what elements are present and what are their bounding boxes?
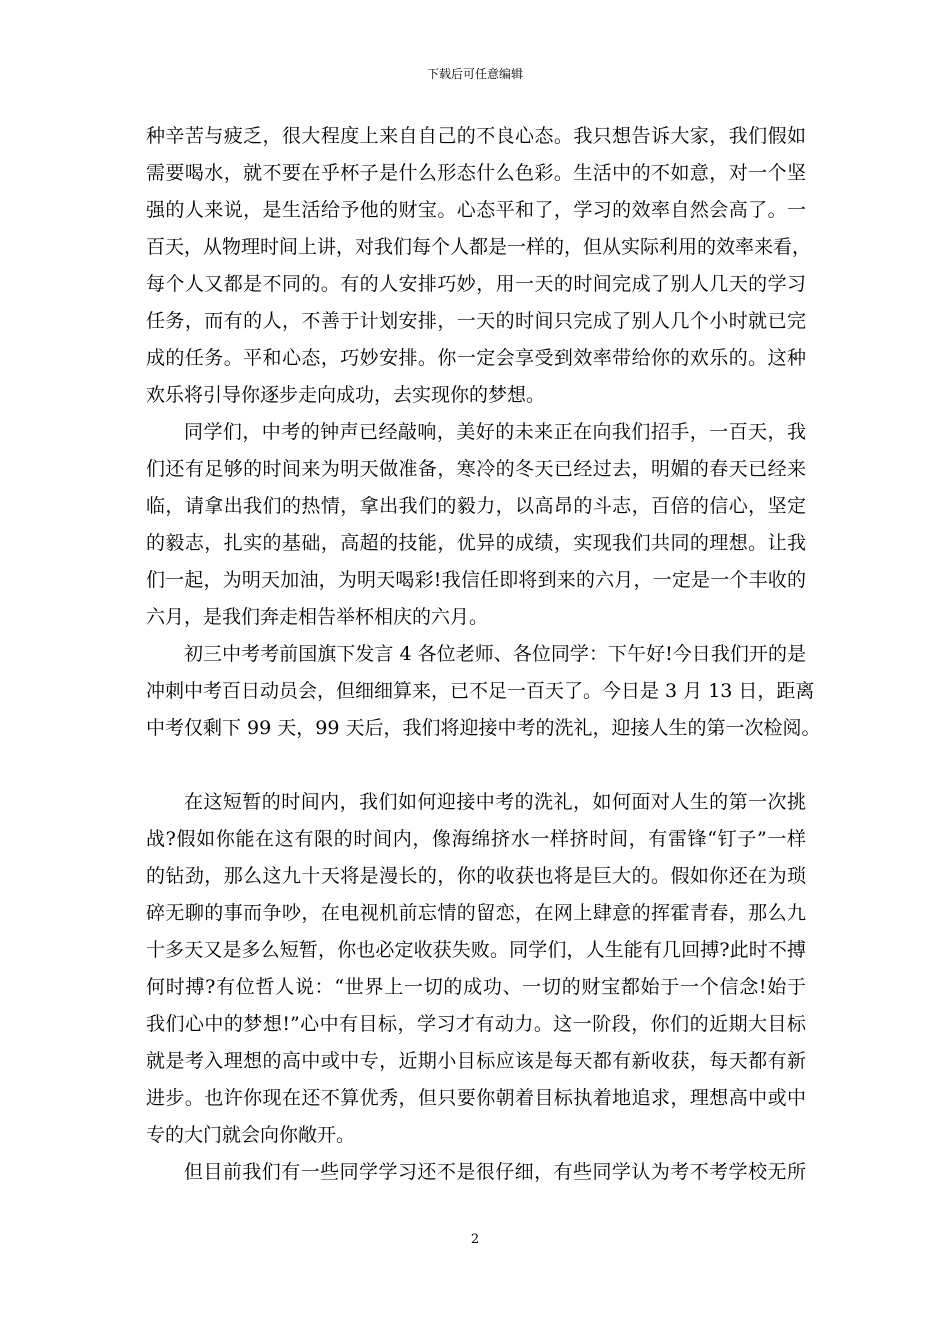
paragraph xyxy=(146,118,812,414)
text-line: 成的任务。平和心态，巧妙安排。你一定会享受到效率带给你的欢乐的。这种 xyxy=(146,347,806,369)
paragraph-spacer xyxy=(146,747,806,784)
text-line: 百天，从物理时间上讲，对我们每个人都是一样的，但从实际利用的效率来看， xyxy=(146,236,812,258)
text-line: 同学们，中考的钟声已经敲响，美好的未来正在向我们招手，一百天，我 xyxy=(184,421,806,443)
paragraph xyxy=(146,414,806,636)
text-line: 们还有足够的时间来为明天做准备，寒冷的冬天已经过去，明媚的春天已经来 xyxy=(146,458,806,480)
text-line: 碎无聊的事而争吵，在电视机前忘情的留恋，在网上肆意的挥霍青春，那么九 xyxy=(146,902,806,924)
text-line: 们一起，为明天加油，为明天喝彩!我信任即将到来的六月，一定是一个丰收的 xyxy=(146,569,806,591)
page-number: 2 xyxy=(470,1232,480,1247)
text-line: 冲刺中考百日动员会，但细细算来，已不足一百天了。今日是 3 月 13 日，距离 xyxy=(146,680,815,702)
text-line: 任务，而有的人，不善于计划安排，一天的时间只完成了别人几个小时就已完 xyxy=(146,310,806,332)
text-line: 在这短暂的时间内，我们如何迎接中考的洗礼，如何面对人生的第一次挑 xyxy=(184,791,806,813)
text-line: 但目前我们有一些同学学习还不是很仔细，有些同学认为考不考学校无所 xyxy=(184,1161,806,1183)
text-line: 中考仅剩下 99 天，99 天后，我们将迎接中考的洗礼，迎接人生的第一次检阅。 xyxy=(146,717,821,739)
text-line: 种辛苦与疲乏，很大程度上来自自己的不良心态。我只想告诉大家，我们假如 xyxy=(146,125,806,147)
text-line: 的钻劲，那么这九十天将是漫长的，你的收获也将是巨大的。假如你还在为琐 xyxy=(146,865,806,887)
text-line: 每个人又都是不同的。有的人安排巧妙，用一天的时间完成了别人几天的学习 xyxy=(146,273,806,295)
text-line: 初三中考考前国旗下发言 4 各位老师、各位同学：下午好!今日我们开的是 xyxy=(184,643,806,665)
text-line: 我们心中的梦想!”心中有目标，学习才有动力。这一阶段，你们的近期大目标 xyxy=(146,1013,806,1035)
text-line: 需要喝水，就不要在乎杯子是什么形态什么色彩。生活中的不如意，对一个坚 xyxy=(146,162,806,184)
text-line: 进步。也许你现在还不算优秀，但只要你朝着目标执着地追求，理想高中或中 xyxy=(146,1087,806,1109)
document-body xyxy=(146,118,821,1191)
text-line: 强的人来说，是生活给予他的财宝。心态平和了，学习的效率自然会高了。一 xyxy=(146,199,806,221)
page-header: 下载后可任意编辑 xyxy=(426,67,523,81)
text-line: 欢乐将引导你逐步走向成功，去实现你的梦想。 xyxy=(146,384,546,406)
text-line: 临，请拿出我们的热情，拿出我们的毅力，以高昂的斗志，百倍的信心，坚定 xyxy=(146,495,806,517)
text-line: 就是考入理想的高中或中专，近期小目标应该是每天都有新收获，每天都有新 xyxy=(146,1050,806,1072)
text-line: 战?假如你能在这有限的时间内，像海绵挤水一样挤时间，有雷锋“钉子”一样 xyxy=(146,828,806,850)
text-line: 的毅志，扎实的基础，高超的技能，优异的成绩，实现我们共同的理想。让我 xyxy=(146,532,806,554)
paragraph xyxy=(146,1154,806,1191)
paragraph xyxy=(146,784,806,1154)
paragraph xyxy=(146,636,821,747)
text-line: 六月，是我们奔走相告举杯相庆的六月。 xyxy=(146,606,489,628)
text-line: 专的大门就会向你敞开。 xyxy=(146,1124,356,1146)
text-line: 何时搏?有位哲人说：“世界上一切的成功、一切的财宝都始于一个信念!始于 xyxy=(146,976,806,998)
text-line: 十多天又是多么短暂，你也必定收获失败。同学们，人生能有几回搏?此时不搏 xyxy=(146,939,806,961)
